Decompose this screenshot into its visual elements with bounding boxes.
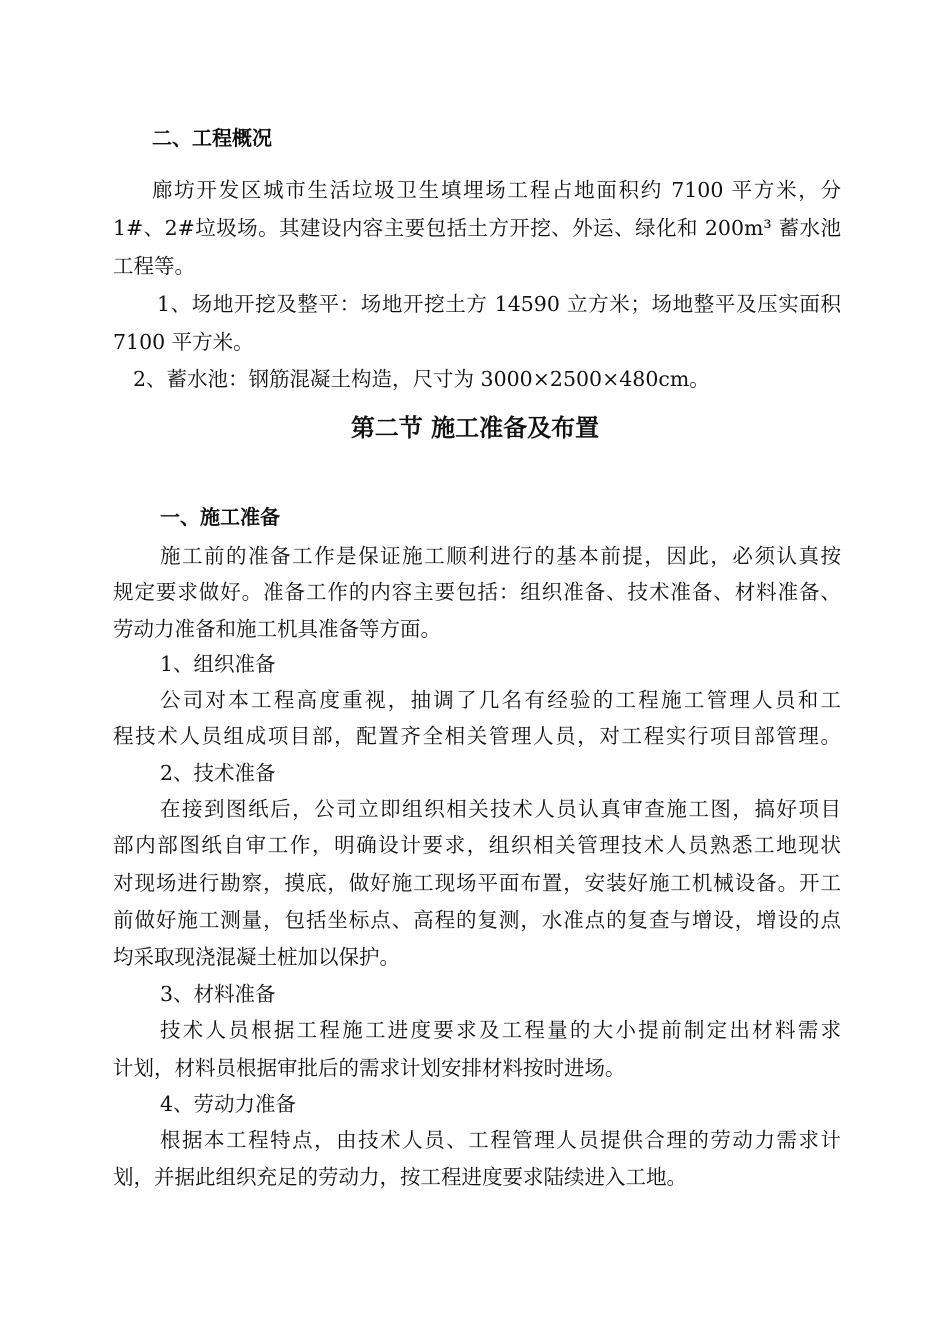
prep-subheading: 一、施工准备 [160, 505, 280, 529]
mat-text-line1: 技术人员根据工程施工进度要求及工程量的大小提前制定出材料需求 [160, 1018, 841, 1042]
labor-title: 4、劳动力准备 [160, 1092, 297, 1116]
tech-text-line2: 部内部图纸自审工作，明确设计要求，组织相关管理技术人员熟悉工地现状 [113, 833, 841, 857]
tech-title: 2、技术准备 [160, 761, 276, 785]
overview-heading: 二、工程概况 [152, 126, 272, 150]
org-title: 1、组织准备 [160, 652, 276, 676]
section-title: 第二节 施工准备及布置 [350, 414, 600, 442]
org-text-line2: 程技术人员组成项目部，配置齐全相关管理人员，对工程实行项目部管理。 [113, 724, 841, 748]
overview-item1-line2: 7100 平方米。 [113, 330, 254, 354]
overview-para1-line1: 廊坊开发区城市生活垃圾卫生填埋场工程占地面积约 7100 平方米，分 [152, 178, 841, 202]
overview-para1-line3: 工程等。 [113, 254, 195, 278]
mat-title: 3、材料准备 [160, 982, 276, 1006]
prep-intro-line3: 劳动力准备和施工机具准备等方面。 [113, 617, 441, 641]
overview-item2: 2、蓄水池：钢筋混凝土构造，尺寸为 3000×2500×480cm。 [133, 367, 710, 391]
org-text-line1: 公司对本工程高度重视，抽调了几名有经验的工程施工管理人员和工 [160, 688, 841, 712]
tech-text-line1: 在接到图纸后，公司立即组织相关技术人员认真审查施工图，搞好项目 [160, 797, 841, 821]
tech-text-line4: 前做好施工测量，包括坐标点、高程的复测，水准点的复查与增设，增设的点 [113, 908, 841, 932]
prep-intro-line1: 施工前的准备工作是保证施工顺利进行的基本前提，因此，必须认真按 [160, 544, 841, 568]
mat-text-line2: 计划，材料员根据审批后的需求计划安排材料按时进场。 [113, 1056, 626, 1080]
overview-para1-line2: 1#、2#垃圾场。其建设内容主要包括土方开挖、外运、绿化和 200m³ 蓄水池 [113, 216, 841, 240]
labor-text-line1: 根据本工程特点，由技术人员、工程管理人员提供合理的劳动力需求计 [160, 1128, 841, 1152]
tech-text-line5: 均采取现浇混凝土桩加以保护。 [113, 945, 400, 969]
overview-item1-line1: 1、场地开挖及整平：场地开挖土方 14590 立方米；场地整平及压实面积 [157, 292, 841, 316]
labor-text-line2: 划，并据此组织充足的劳动力，按工程进度要求陆续进入工地。 [113, 1165, 687, 1189]
tech-text-line3: 对现场进行勘察，摸底，做好施工现场平面布置，安装好施工机械设备。开工 [113, 871, 841, 895]
prep-intro-line2: 规定要求做好。准备工作的内容主要包括：组织准备、技术准备、材料准备、 [113, 580, 841, 604]
